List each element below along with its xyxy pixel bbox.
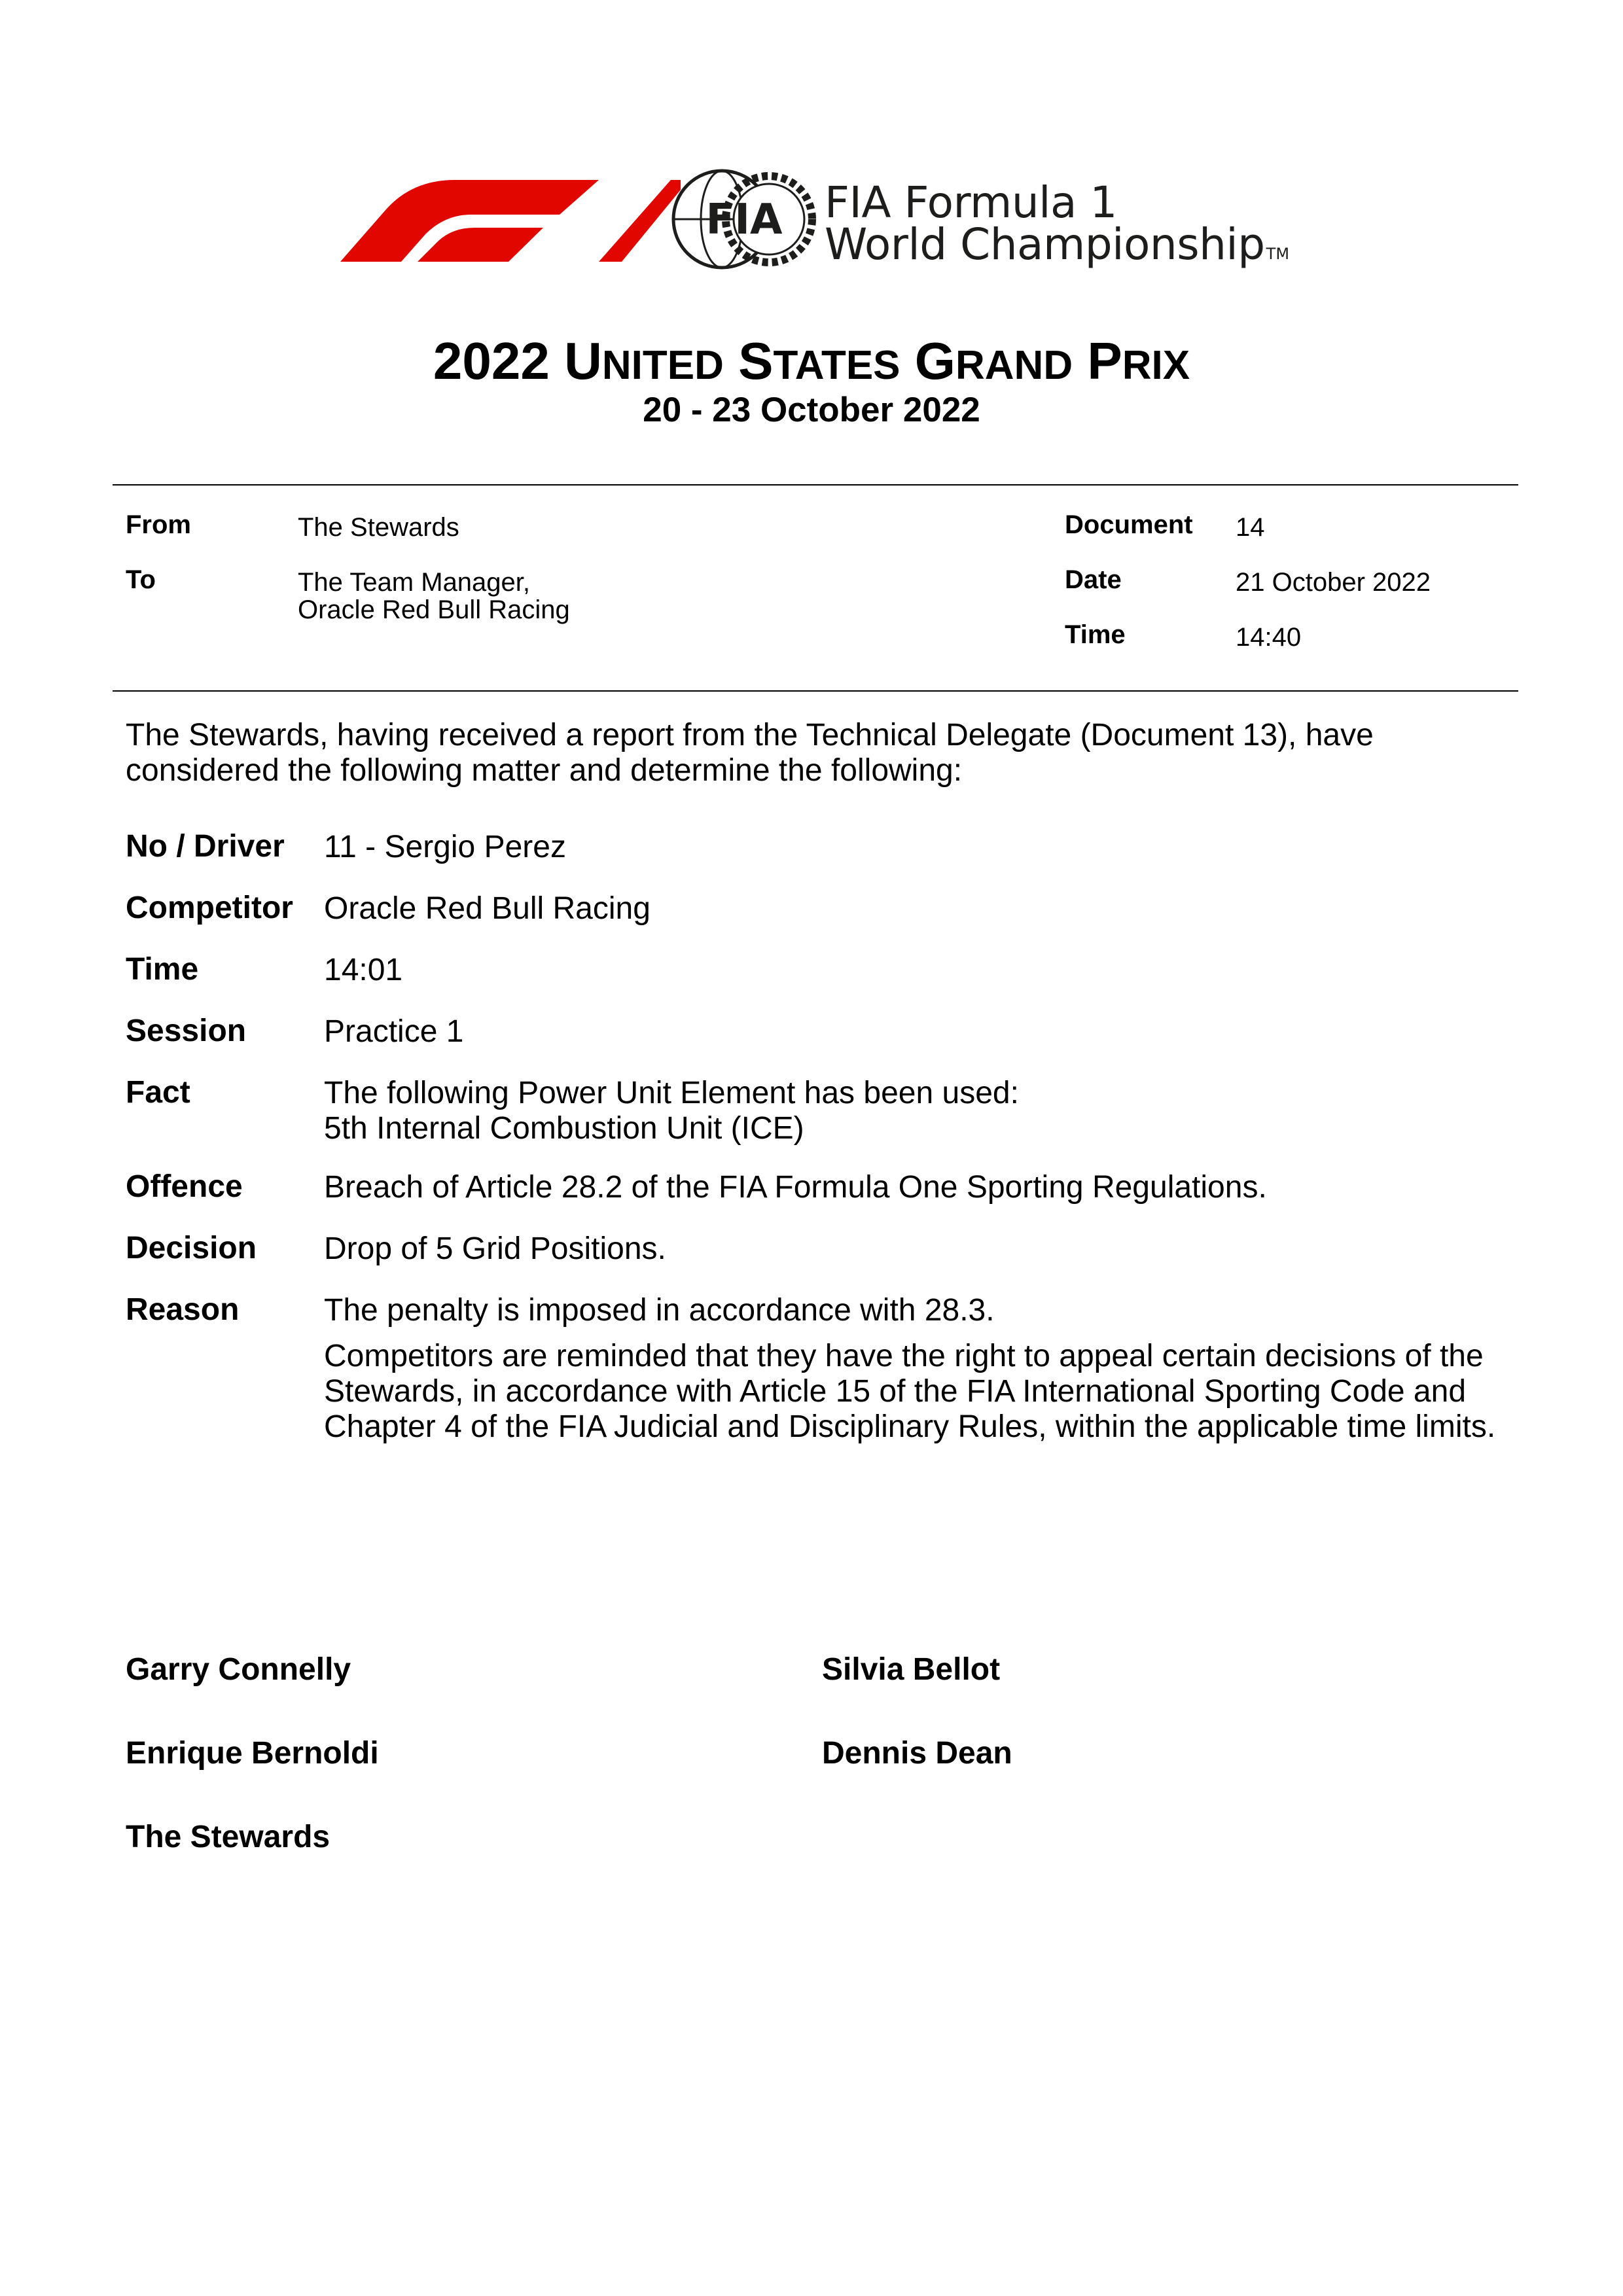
fact-value-line2: 5th Internal Combustion Unit (ICE): [324, 1111, 804, 1146]
stewards-footer: The Stewards: [126, 1820, 330, 1854]
reason-label: Reason: [126, 1292, 240, 1327]
steward-name: Dennis Dean: [822, 1736, 1012, 1771]
title-word: PRIX: [1087, 332, 1190, 390]
title-word: UNITED: [564, 332, 724, 390]
intro-line2: considered the following matter and determine the following:: [126, 753, 963, 788]
to-label: To: [126, 565, 156, 594]
steward-name: Silvia Bellot: [822, 1652, 1001, 1687]
fia-f1-logo: [340, 167, 1322, 278]
offence-label: Offence: [126, 1169, 243, 1204]
to-value-line2: Oracle Red Bull Racing: [298, 595, 570, 624]
title-word: STATES: [738, 332, 901, 390]
fact-value-line1: The following Power Unit Element has been used:: [324, 1076, 1019, 1110]
session-value: Practice 1: [324, 1014, 464, 1049]
date-value: 21 October 2022: [1236, 568, 1431, 597]
event-title: [0, 328, 1623, 398]
session-label: Session: [126, 1014, 247, 1048]
driver-value: 11 - Sergio Perez: [324, 830, 566, 864]
appeal-note-line2: Stewards, in accordance with Article 15 of the FIA International Sporting Code and: [324, 1374, 1467, 1409]
header-bottom-rule: [113, 690, 1518, 692]
fia-emblem-text: FIA: [705, 196, 783, 244]
competitor-label: Competitor: [126, 891, 293, 925]
logo-line2: [825, 219, 1290, 275]
appeal-note-line3: Chapter 4 of the FIA Judicial and Disciplinary Rules, within the applicable time limits.: [324, 1409, 1496, 1444]
title-word: GRAND: [914, 332, 1073, 390]
event-dates: 20 - 23 October 2022: [643, 391, 980, 429]
to-value-line1: The Team Manager,: [298, 568, 531, 597]
from-label: From: [126, 510, 191, 539]
header-top-rule: [113, 484, 1518, 486]
document-label: Document: [1065, 510, 1193, 539]
fact-label: Fact: [126, 1075, 190, 1110]
steward-name: Garry Connelly: [126, 1652, 351, 1687]
appeal-note-line1: Competitors are reminded that they have the right to appeal certain decisions of the: [324, 1339, 1484, 1373]
incident-time-label: Time: [126, 952, 199, 987]
driver-label: No / Driver: [126, 829, 285, 864]
title-year: 2022: [433, 332, 550, 390]
from-value: The Stewards: [298, 513, 459, 542]
incident-time-value: 14:01: [324, 953, 403, 987]
logo-line1: FIA Formula 1: [825, 177, 1117, 228]
steward-name: Enrique Bernoldi: [126, 1736, 379, 1771]
offence-value: Breach of Article 28.2 of the FIA Formula One Sporting Regulations.: [324, 1170, 1267, 1205]
time-label: Time: [1065, 620, 1126, 649]
logo-line2-text: World Championship: [825, 219, 1265, 270]
fia-globe-emblem-icon: [671, 167, 818, 272]
intro-line1: The Stewards, having received a report from the Technical Delegate (Document 13), have: [126, 718, 1374, 752]
decision-value: Drop of 5 Grid Positions.: [324, 1231, 666, 1266]
reason-value: The penalty is imposed in accordance with 28.3.: [324, 1293, 995, 1328]
time-value: 14:40: [1236, 623, 1302, 652]
date-label: Date: [1065, 565, 1122, 594]
decision-label: Decision: [126, 1231, 257, 1265]
f1-wordmark-icon: [340, 177, 681, 262]
competitor-value: Oracle Red Bull Racing: [324, 891, 651, 926]
document-value: 14: [1236, 513, 1265, 542]
trademark-mark: TM: [1266, 245, 1290, 263]
